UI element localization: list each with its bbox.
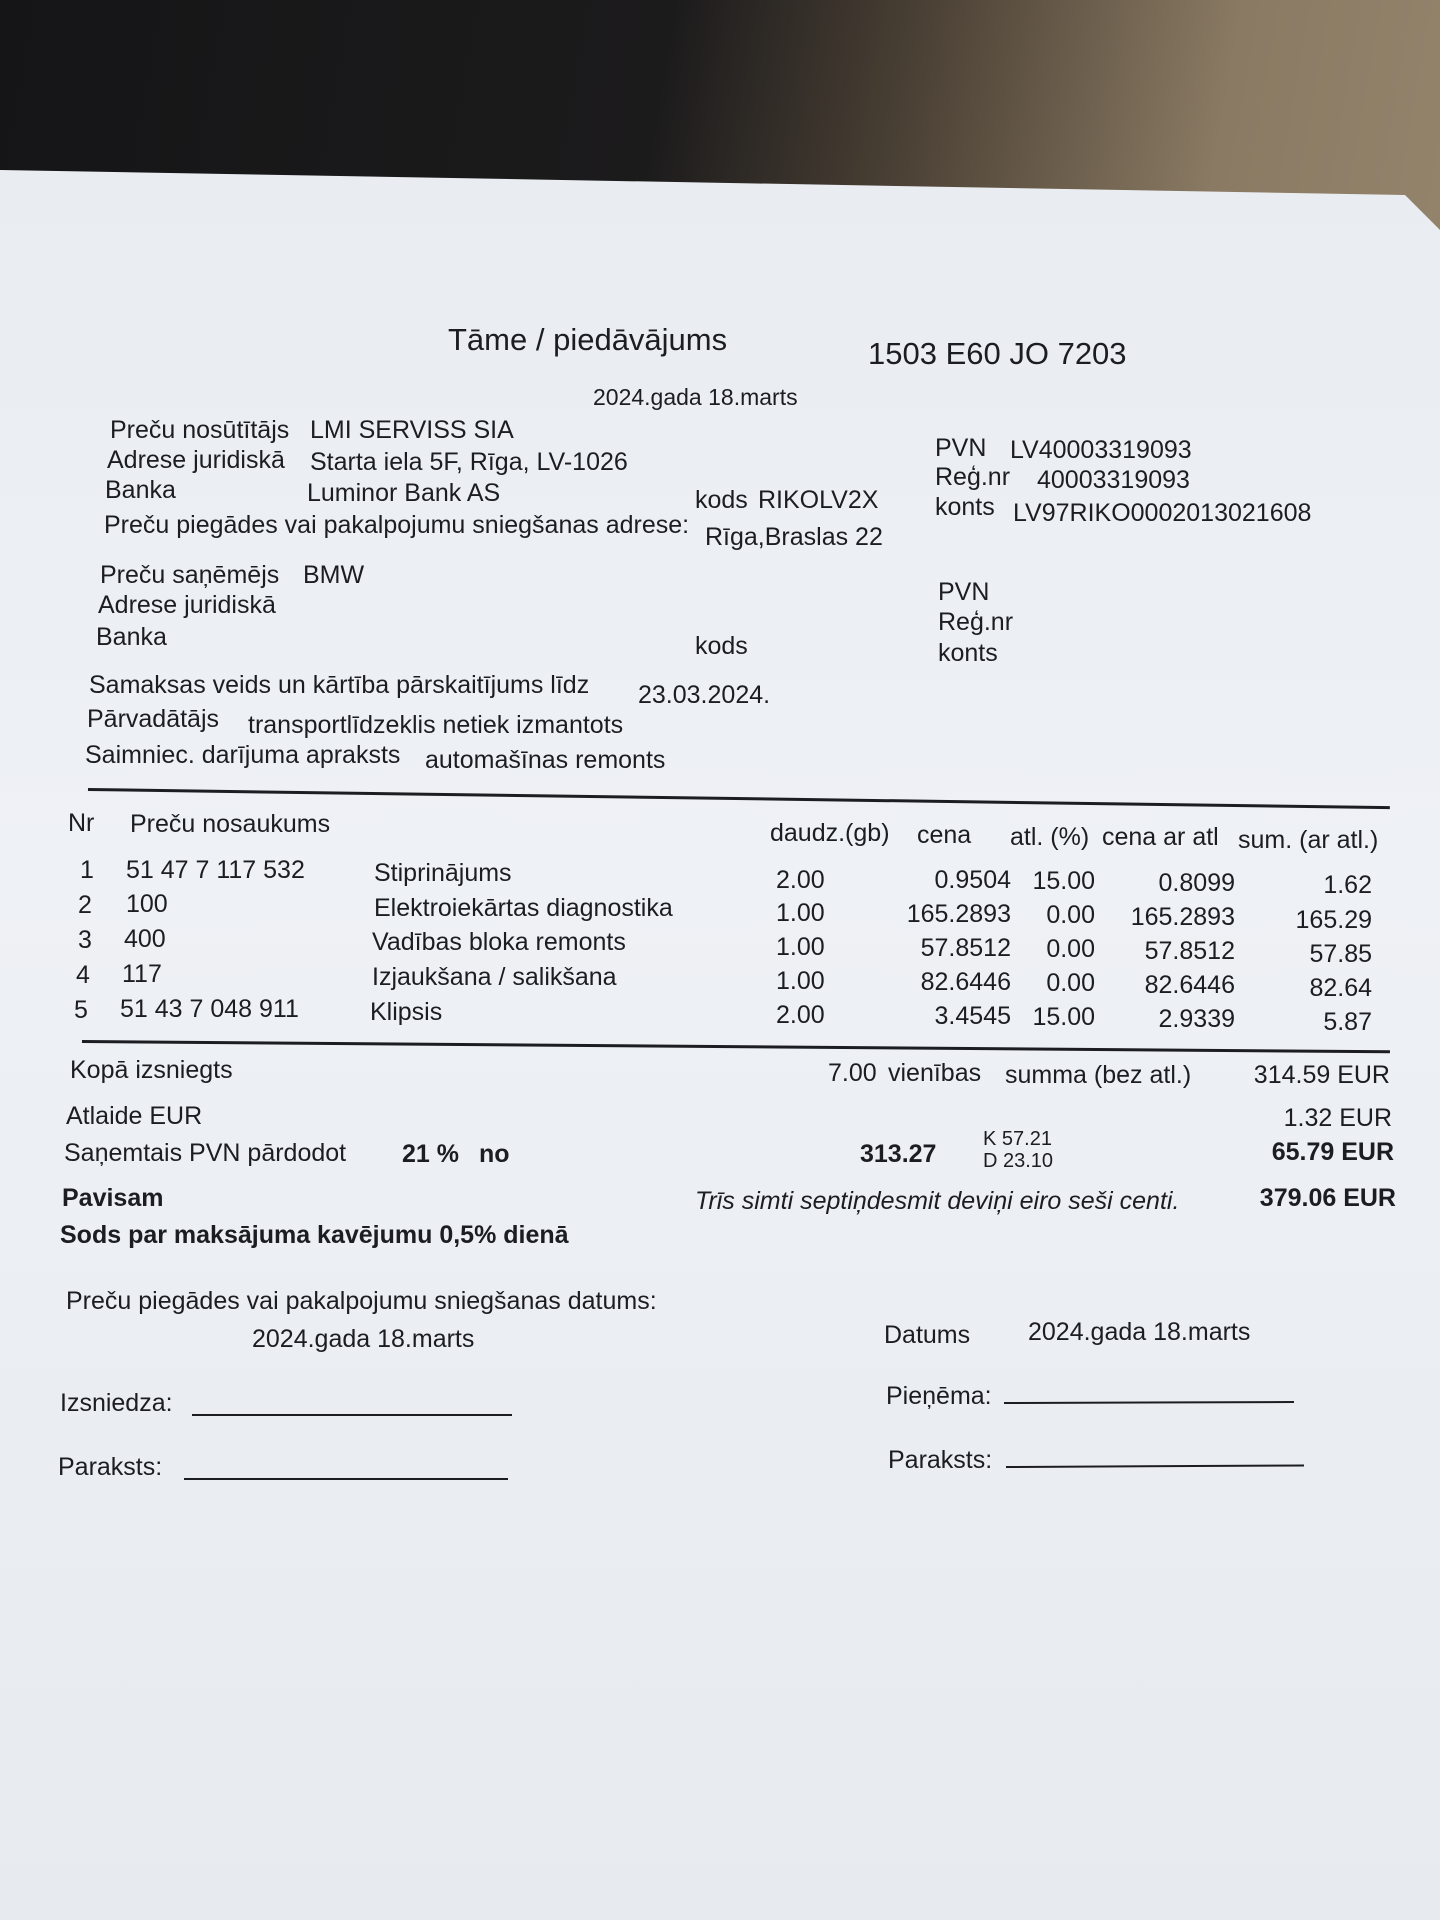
payment-label: Samaksas veids un kārtība pārskaitījums līdz	[89, 671, 590, 699]
row-price: 0.9504	[934, 866, 1011, 894]
carrier-label: Pārvadātājs	[87, 705, 220, 733]
row-sum: 1.62	[1323, 871, 1372, 899]
row-code: 51 43 7 048 911	[120, 995, 299, 1023]
issued-by-line	[192, 1414, 512, 1416]
sender-reg-label: Reģ.nr	[935, 463, 1011, 491]
receiver-account-label: konts	[938, 639, 998, 667]
col-header-price: cena	[917, 821, 972, 849]
divider-bottom	[82, 1040, 1390, 1053]
col-header-sum: sum. (ar atl.)	[1238, 826, 1379, 854]
units-label: vienības	[888, 1059, 982, 1087]
carrier-value: transportlīdzeklis netiek izmantots	[248, 711, 624, 739]
row-nr: 4	[76, 961, 90, 989]
sender-vat: LV40003319093	[1010, 436, 1192, 464]
receiver-code-label: kods	[695, 632, 748, 660]
row-price: 82.6446	[920, 968, 1011, 996]
d-note: D 23.10	[983, 1150, 1054, 1172]
row-price-disc: 165.2893	[1130, 903, 1235, 931]
row-price: 165.2893	[906, 900, 1011, 928]
row-name: Izjaukšana / salikšana	[372, 963, 617, 991]
vat-base: 313.27	[860, 1140, 937, 1168]
sender-delivery-address: Rīga,Braslas 22	[705, 523, 883, 551]
sender-code: RIKOLV2X	[758, 486, 879, 514]
sender-name: LMI SERVISS SIA	[310, 416, 514, 444]
sender-label: Preču nosūtītājs	[110, 416, 290, 444]
document-date: 2024.gada 18.marts	[593, 384, 798, 410]
sum-label: summa (bez atl.)	[1005, 1061, 1192, 1089]
row-price-disc: 0.8099	[1158, 869, 1235, 897]
row-nr: 5	[74, 996, 88, 1024]
signature-line-left	[184, 1478, 508, 1480]
sender-address-label: Adrese juridiskā	[107, 446, 285, 474]
received-by-line	[1004, 1401, 1294, 1404]
receiver-vat-label: PVN	[938, 578, 990, 606]
row-code: 100	[126, 890, 168, 918]
sender-bank-label: Banka	[105, 476, 176, 504]
date-label: Datums	[884, 1321, 971, 1349]
row-sum: 82.64	[1309, 974, 1372, 1002]
receiver-bank-label: Banka	[96, 623, 167, 651]
row-sum: 165.29	[1295, 906, 1372, 934]
discount-label: Atlaide EUR	[66, 1102, 203, 1130]
description-value: automašīnas remonts	[425, 746, 666, 774]
row-price-disc: 57.8512	[1144, 937, 1235, 965]
col-header-price-disc: cena ar atl	[1102, 823, 1219, 851]
row-disc: 15.00	[1032, 1003, 1095, 1031]
sender-code-label: kods	[695, 486, 748, 514]
sender-address: Starta iela 5F, Rīga, LV-1026	[310, 448, 628, 476]
row-qty: 2.00	[776, 1001, 825, 1029]
row-disc: 0.00	[1046, 935, 1095, 963]
sender-account-label: konts	[935, 493, 995, 521]
row-price-disc: 82.6446	[1144, 971, 1235, 999]
row-nr: 3	[78, 926, 92, 954]
row-price: 57.8512	[920, 934, 1011, 962]
row-qty: 1.00	[776, 967, 825, 995]
receiver-name: BMW	[303, 561, 365, 589]
row-price: 3.4545	[934, 1002, 1011, 1030]
row-nr: 2	[78, 891, 92, 919]
row-code: 400	[124, 925, 166, 953]
row-disc: 15.00	[1032, 867, 1095, 895]
row-sum: 57.85	[1309, 940, 1372, 968]
vat-label: Saņemtais PVN pārdodot	[64, 1139, 347, 1167]
row-name: Klipsis	[370, 998, 443, 1026]
row-code: 117	[122, 960, 162, 988]
row-code: 51 47 7 117 532	[126, 856, 305, 884]
receiver-label: Preču saņēmējs	[100, 561, 280, 589]
signature-label-left: Paraksts:	[58, 1453, 163, 1481]
row-nr: 1	[80, 856, 94, 884]
vat-rate: 21 %	[402, 1140, 459, 1168]
total-words: Trīs simti septiņdesmit deviņi eiro seši centi.	[695, 1187, 1180, 1215]
row-qty: 2.00	[776, 866, 825, 894]
sender-vat-label: PVN	[935, 434, 987, 462]
delivery-date-label: Preču piegādes vai pakalpojumu sniegšanas datums:	[66, 1287, 657, 1315]
payment-due: 23.03.2024.	[638, 681, 771, 709]
receiver-reg-label: Reģ.nr	[938, 608, 1014, 636]
row-name: Stiprinājums	[374, 859, 512, 887]
row-qty: 1.00	[776, 899, 825, 927]
sender-account: LV97RIKO0002013021608	[1013, 499, 1312, 527]
receiver-address-label: Adrese juridiskā	[98, 591, 276, 619]
total-value: 379.06 EUR	[1259, 1184, 1396, 1212]
row-name: Vadības bloka remonts	[372, 928, 626, 956]
date-value: 2024.gada 18.marts	[1028, 1318, 1251, 1346]
row-sum: 5.87	[1323, 1008, 1372, 1036]
description-label: Saimniec. darījuma apraksts	[85, 741, 401, 769]
issued-by-label: Izsniedza:	[60, 1389, 173, 1417]
row-disc: 0.00	[1046, 969, 1095, 997]
received-by-label: Pieņēma:	[886, 1382, 992, 1410]
sender-bank: Luminor Bank AS	[307, 479, 501, 507]
document-number: 1503 E60 JO 7203	[868, 336, 1127, 371]
col-header-disc: atl. (%)	[1010, 823, 1090, 851]
units-count: 7.00	[828, 1059, 877, 1087]
row-qty: 1.00	[776, 933, 825, 961]
row-price-disc: 2.9339	[1158, 1005, 1235, 1033]
issued-label: Kopā izsniegts	[70, 1056, 233, 1084]
sender-delivery-label: Preču piegādes vai pakalpojumu sniegšanas adrese:	[104, 511, 690, 539]
vat-from: no	[479, 1140, 510, 1168]
vat-amount: 65.79 EUR	[1271, 1138, 1394, 1166]
signature-label-right: Paraksts:	[888, 1446, 993, 1474]
delivery-date: 2024.gada 18.marts	[252, 1325, 475, 1353]
signature-line-right	[1006, 1464, 1304, 1468]
col-header-nr: Nr	[68, 809, 95, 837]
k-note: K 57.21	[983, 1128, 1052, 1150]
row-name: Elektroiekārtas diagnostika	[374, 894, 673, 922]
row-disc: 0.00	[1046, 901, 1095, 929]
sender-reg: 40003319093	[1037, 466, 1190, 494]
col-header-qty: daudz.(gb)	[770, 819, 890, 847]
total-label: Pavisam	[62, 1184, 164, 1212]
document-title: Tāme / piedāvājums	[448, 322, 728, 357]
sum-value: 314.59 EUR	[1253, 1061, 1390, 1089]
divider-top	[88, 788, 1390, 809]
discount-value: 1.32 EUR	[1283, 1104, 1392, 1132]
penalty-note: Sods par maksājuma kavējumu 0,5% dienā	[60, 1221, 569, 1249]
col-header-name: Preču nosaukums	[130, 810, 331, 838]
